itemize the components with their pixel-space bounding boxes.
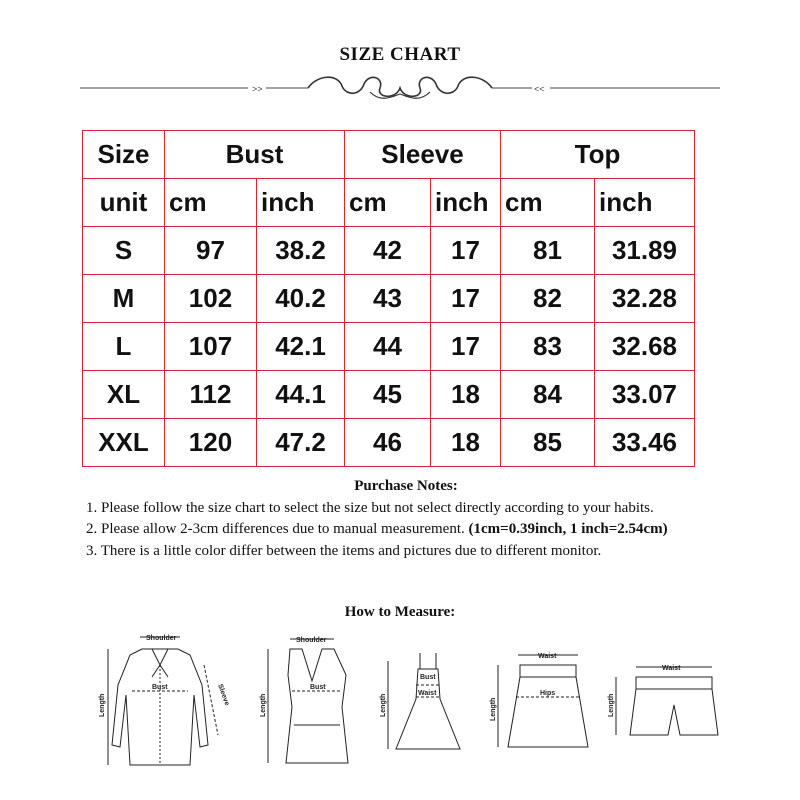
shorts-waist-label: Waist <box>662 665 681 672</box>
header-size: Size <box>83 131 165 179</box>
top-cm-cell: 82 <box>501 275 595 323</box>
dress-diagram <box>388 653 460 749</box>
tank-shoulder-label: Shoulder <box>296 637 327 644</box>
unit-sleeve-inch: inch <box>431 179 501 227</box>
skirt-diagram <box>498 655 588 747</box>
blouse-length-label: Length <box>99 693 106 717</box>
blouse-diagram <box>108 637 218 765</box>
note-3: 3. There is a little color differ between the items and pictures due to different monitor. <box>86 542 602 559</box>
sleeve-inch-cell: 17 <box>431 323 501 371</box>
sleeve-cm-cell: 42 <box>345 227 431 275</box>
top-inch-cell: 33.46 <box>595 419 695 467</box>
unit-bust-cm: cm <box>165 179 257 227</box>
sleeve-inch-cell: 18 <box>431 371 501 419</box>
top-cm-cell: 81 <box>501 227 595 275</box>
unit-sleeve-cm: cm <box>345 179 431 227</box>
bust-inch-cell: 44.1 <box>257 371 345 419</box>
top-inch-cell: 32.28 <box>595 275 695 323</box>
top-inch-cell: 33.07 <box>595 371 695 419</box>
shorts-diagram <box>616 667 718 735</box>
bust-cm-cell: 112 <box>165 371 257 419</box>
sleeve-cm-cell: 46 <box>345 419 431 467</box>
sleeve-inch-cell: 17 <box>431 227 501 275</box>
note-2-conversion: (1cm=0.39inch, 1 inch=2.54cm) <box>468 521 668 537</box>
table-unit-row <box>83 179 695 227</box>
top-cm-cell: 84 <box>501 371 595 419</box>
svg-text:<<: << <box>534 84 545 94</box>
bust-inch-cell: 42.1 <box>257 323 345 371</box>
table-header-row <box>83 131 695 179</box>
size-cell: L <box>83 323 165 371</box>
bust-cm-cell: 102 <box>165 275 257 323</box>
measurement-diagrams <box>90 625 730 795</box>
size-cell: M <box>83 275 165 323</box>
unit-top-inch: inch <box>595 179 695 227</box>
unit-bust-inch: inch <box>257 179 345 227</box>
purchase-notes <box>86 476 726 562</box>
tank-bust-label: Bust <box>310 684 326 691</box>
purchase-notes-heading: Purchase Notes: <box>354 478 458 494</box>
bust-inch-cell: 40.2 <box>257 275 345 323</box>
unit-top-cm: cm <box>501 179 595 227</box>
sleeve-cm-cell: 43 <box>345 275 431 323</box>
sleeve-inch-cell: 18 <box>431 419 501 467</box>
bust-cm-cell: 97 <box>165 227 257 275</box>
ornament-divider <box>80 68 720 108</box>
top-cm-cell: 85 <box>501 419 595 467</box>
skirt-length-label: Length <box>490 697 497 721</box>
tank-top-diagram <box>268 639 348 763</box>
note-2-text: 2. Please allow 2-3cm differences due to manual measurement. <box>86 521 469 537</box>
shorts-length-label: Length <box>608 693 615 717</box>
size-cell: XL <box>83 371 165 419</box>
top-inch-cell: 31.89 <box>595 227 695 275</box>
dress-length-label: Length <box>380 693 387 717</box>
note-2 <box>86 519 726 541</box>
header-top: Top <box>501 131 695 179</box>
bust-inch-cell: 47.2 <box>257 419 345 467</box>
header-bust: Bust <box>165 131 345 179</box>
blouse-shoulder-label: Shoulder <box>146 635 177 642</box>
unit-label: unit <box>83 179 165 227</box>
note-1: 1. Please follow the size chart to select the size but not select directly according to your habits. <box>86 499 654 516</box>
skirt-waist-label: Waist <box>538 653 557 660</box>
skirt-hips-label: Hips <box>540 690 556 697</box>
blouse-bust-label: Bust <box>152 684 168 691</box>
how-to-measure-heading: How to Measure: <box>344 604 456 620</box>
sleeve-inch-cell: 17 <box>431 275 501 323</box>
bust-cm-cell: 120 <box>165 419 257 467</box>
dress-bust-label: Bust <box>420 674 436 681</box>
dress-waist-label: Waist <box>418 690 437 697</box>
table-row <box>83 371 695 419</box>
size-chart-table <box>82 130 695 467</box>
table-row <box>83 419 695 467</box>
header-sleeve: Sleeve <box>345 131 501 179</box>
tank-length-label: Length <box>260 693 267 717</box>
bust-inch-cell: 38.2 <box>257 227 345 275</box>
table-row <box>83 275 695 323</box>
sleeve-cm-cell: 44 <box>345 323 431 371</box>
top-cm-cell: 83 <box>501 323 595 371</box>
size-cell: S <box>83 227 165 275</box>
page-title: SIZE CHART <box>339 44 461 65</box>
top-inch-cell: 32.68 <box>595 323 695 371</box>
sleeve-cm-cell: 45 <box>345 371 431 419</box>
svg-text:>>: >> <box>252 84 263 94</box>
table-row <box>83 227 695 275</box>
blouse-sleeve-label: Sleeve <box>216 683 231 707</box>
table-row <box>83 323 695 371</box>
bust-cm-cell: 107 <box>165 323 257 371</box>
size-cell: XXL <box>83 419 165 467</box>
